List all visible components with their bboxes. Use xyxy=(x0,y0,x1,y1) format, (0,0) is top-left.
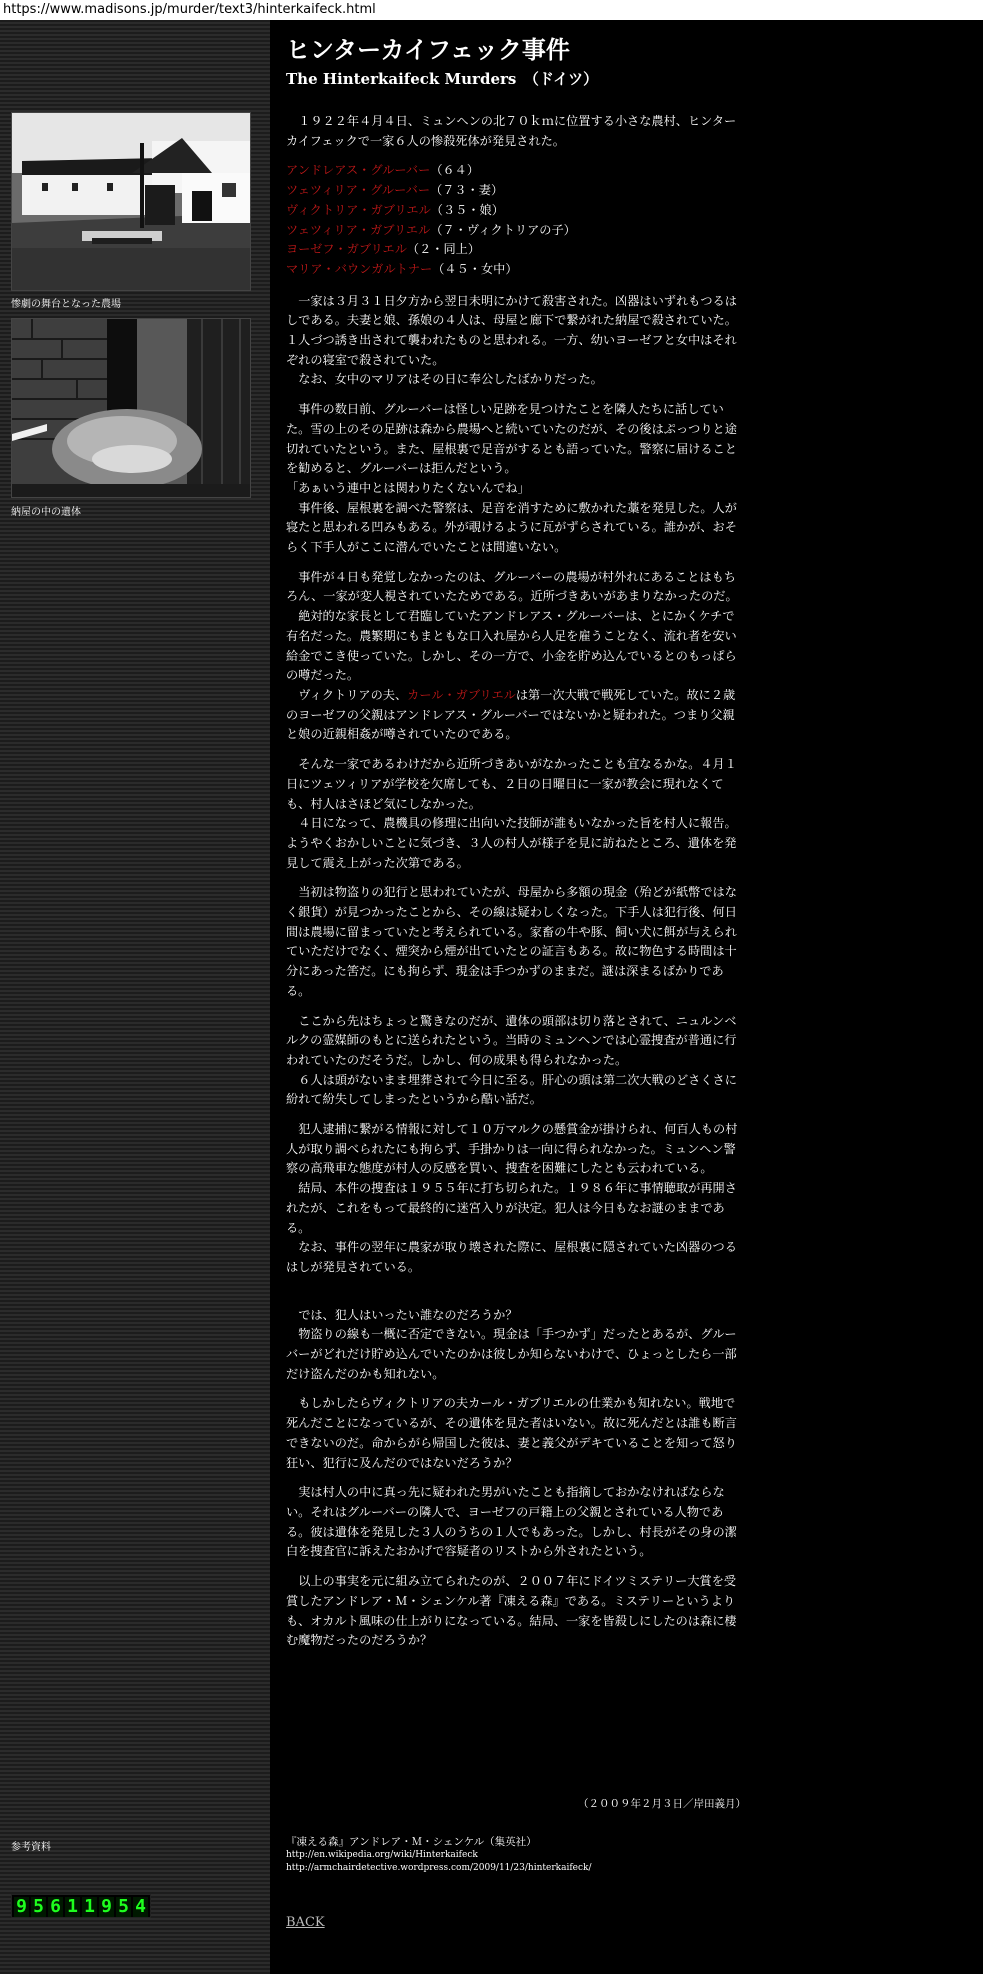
victim-item xyxy=(286,181,746,201)
barn-photo-caption: 納屋の中の遺体 xyxy=(11,507,81,518)
paragraph-line: では、犯人はいったい誰なのだろうか？ xyxy=(298,1307,518,1322)
barn-photo xyxy=(11,318,251,498)
paragraph-line: 物盗りの線も一概に否定できない。現金は「手つかず」だったとあるが、グルーバーがどれだけ貯め込んでいたのかは彼しか知らないわけで、ひょっとしたら一部だけ盗んだのかも知れない。 xyxy=(286,1327,737,1381)
article-paragraph xyxy=(286,883,746,1001)
victim-name: ヴィクトリア・ガブリエル xyxy=(286,202,431,217)
article-paragraphs xyxy=(286,292,746,1651)
karl-name: カール・ガブリエル xyxy=(407,687,516,702)
dateline: （２００９年２月３日／岸田義月） xyxy=(578,1798,746,1810)
article-paragraph xyxy=(286,1012,746,1111)
article-paragraph xyxy=(286,568,746,745)
counter-digit: 5 xyxy=(116,1897,131,1917)
reference-link[interactable]: http://armchairdetective.wordpress.com/2009/11/23/hinterkaifeck/ xyxy=(286,1863,592,1873)
paragraph-line: もしかしたらヴィクトリアの夫カール・ガブリエルの仕業かも知れない。戦地で死んだことになっているが、その遺体を見た者はいない。故に死んだとは誰も断言できないのだ。命からがら帰国した彼は、妻と義父がデキていることを知って怒り狂い、犯行に及んだのではないだろうか？ xyxy=(286,1396,737,1470)
paragraph-line: ここから先はちょっと驚きなのだが、遺体の頭部は切り落とされて、ニュルンベルクの霊媒師のもとに送られたという。当時のミュンヘンでは心霊捜査が普通に行われていたのだそうだ。しかし、何の成果も得られなかった。 xyxy=(286,1013,737,1067)
victim-detail: （６４） xyxy=(430,163,480,178)
victim-detail: （７３・妻） xyxy=(430,183,504,198)
paragraph-line: 実は村人の中に真っ先に疑われた男がいたことも指摘しておかなければならない。それはグルーバーの隣人で、ヨーゼフの戸籍上の父親とされている人物である。彼は遺体を発見した３人のうちの１人でもあった。しかし、村長がその身の潔白を捜査官に訴えたおかげで容疑者のリストから外されたという。 xyxy=(286,1485,737,1559)
page-subtitle: The Hinterkaifeck Murders （ドイツ） xyxy=(286,70,599,88)
page-title: ヒンターカイフェック事件 xyxy=(286,36,570,64)
article-paragraph xyxy=(286,755,746,873)
paragraph-line: 一家は３月３１日夕方から翌日未明にかけて殺害された。凶器はいずれもつるはしである。夫妻と娘、孫娘の４人は、母屋と廊下で繋がれた納屋で殺されていた。１人づつ誘き出されて襲われたものと思われる。一方、幼いヨーゼフと女中はそれぞれの寝室で殺されていた。 xyxy=(286,293,737,367)
article-paragraph xyxy=(286,1572,746,1651)
article-paragraph xyxy=(286,1483,746,1562)
counter-digit: 4 xyxy=(133,1897,148,1917)
victim-detail: （２・同上） xyxy=(406,242,481,257)
counter-digit: 6 xyxy=(48,1897,63,1917)
karl-before: ヴィクトリアの夫、 xyxy=(298,687,408,702)
victim-name: ツェツィリア・グルーバー xyxy=(286,183,431,198)
paragraph-line: 当初は物盗りの犯行と思われていたが、母屋から多額の現金（殆どが紙幣ではなく銀貨）が見つかったことから、その線は疑わしくなった。下手人は犯行後、何日間は農場に留まっていたと考えられている。家畜の牛や豚、飼い犬に餌が与えられていただけでなく、煙突から煙が出ていたとの証言もある。故に物色する時間は十分にあった筈だ。にも拘らず、現金は手つかずのままだ。謎は深まるばかりである。 xyxy=(286,885,737,998)
back-link[interactable]: BACK xyxy=(286,1915,325,1930)
victim-name: ツェツィリア・ガブリエル xyxy=(286,222,431,237)
paragraph-line: ６人は頭がないまま埋葬されて今日に至る。肝心の頭は第二次大戦のどさくさに紛れて紛失してしまったというから酷い話だ。 xyxy=(286,1072,737,1107)
paragraph-line: そんな一家であるわけだから近所づきあいがなかったことも宜なるかな。４月１日にツェツィリアが学校を欠席しても、２日の日曜日に一家が教会に現れなくても、村人はさほど気にしなかった。 xyxy=(286,757,737,811)
article-paragraph xyxy=(286,1394,746,1473)
paragraph-line: 絶対的な家長として君臨していたアンドレアス・グルーバーは、とにかくケチで有名だった。農繁期にもまともな口入れ屋から人足を雇うことなく、流れ者を安い給金でこき使っていた。しかし、その一方で、小金を貯め込んでいるとのもっぱらの噂だった。 xyxy=(286,609,737,683)
victim-list xyxy=(286,161,746,279)
victim-item xyxy=(286,260,746,280)
victim-item xyxy=(286,221,746,241)
victim-name: アンドレアス・グルーバー xyxy=(286,163,431,178)
victim-item xyxy=(286,240,746,260)
counter-digit: 1 xyxy=(82,1897,97,1917)
paragraph-line: 事件の数日前、グルーバーは怪しい足跡を見つけたことを隣人たちに話していた。雪の上のその足跡は森から農場へと続いていたのだが、その後はぷっつりと途切れていたという。また、屋根裏で足音がするとも語っていた。警察に届けることを勧めると、グルーバーは拒んだという。 xyxy=(286,402,737,476)
paragraph-line: 以上の事実を元に組み立てられたのが、２００７年にドイツミステリー大賞を受賞したアンドレア・Ｍ・シェンケル著『凍える森』である。ミステリーというよりも、オカルト風味の仕上がりになっている。結局、一家を皆殺しにしたのは森に棲む魔物だったのだろうか？ xyxy=(286,1574,737,1648)
article-paragraph xyxy=(286,1306,746,1385)
farm-photo xyxy=(11,112,251,291)
reference-book: 『凍える森』アンドレア・Ｍ・シェンケル（集英社） xyxy=(286,1836,537,1848)
counter-digit: 1 xyxy=(65,1897,80,1917)
victim-item xyxy=(286,201,746,221)
paragraph-line: なお、事件の翌年に農家が取り壊された際に、屋根裏に隠されていた凶器のつるはしが発見されている。 xyxy=(286,1240,737,1274)
paragraph-line: 「あぁいう連中とは関わりたくないんでね」 xyxy=(286,480,530,495)
victim-name: マリア・バウンガルトナー xyxy=(286,261,433,276)
article-paragraph xyxy=(286,400,746,558)
victim-detail: （７・ヴィクトリアの子） xyxy=(430,222,576,237)
references-label: 参考資料 xyxy=(11,1842,51,1853)
reference-link[interactable]: http://en.wikipedia.org/wiki/Hinterkaifeck xyxy=(286,1850,478,1860)
article-paragraph xyxy=(286,1120,746,1278)
karl-sentence xyxy=(286,686,746,745)
reference-list xyxy=(286,1836,592,1875)
counter-digit: 9 xyxy=(14,1897,29,1917)
article-paragraph xyxy=(286,292,746,391)
victim-detail: （４５・女中） xyxy=(432,261,518,276)
paragraph-line: 結局、本件の捜査は１９５５年に打ち切られた。１９８６年に事情聴取が再開されたが、これをもって最終的に迷宮入りが決定。犯人は今日もなお謎のままである。 xyxy=(286,1181,737,1235)
karl-after: は第一次大戦で戦死していた。故に２歳のヨーゼフの父親はアンドレアス・グルーバーではないかと疑われた。つまり父親と娘の近親相姦が噂されていたのである。 xyxy=(286,687,736,742)
paragraph-line: ４日になって、農機具の修理に出向いた技師が誰もいなかった旨を村人に報告。ようやくおかしいことに気づき、３人の村人が様子を見に訪ねたところ、遺体を発見して震え上がった次第である。 xyxy=(286,816,737,870)
paragraph-line: 事件後、屋根裏を調べた警察は、足音を消すために敷かれた藁を発見した。人が寝たと思われる凹みもある。外が覗けるように瓦がずらされている。誰かが、おそらく下手人がここに潜んでいたことは間違いない。 xyxy=(286,500,737,555)
paragraph-line: なお、女中のマリアはその日に奉公したばかりだった。 xyxy=(298,372,603,387)
victim-name: ヨーゼフ・ガブリエル xyxy=(286,242,407,257)
visitor-counter xyxy=(11,1894,151,1918)
counter-digit: 9 xyxy=(99,1897,114,1917)
victim-item xyxy=(286,161,746,181)
paragraph-line: 犯人逮捕に繋がる情報に対して１０万マルクの懸賞金が掛けられ、何百人もの村人が取り調べられたにも拘らず、手掛かりは一向に得られなかった。ミュンヘン警察の高飛車な態度が村人の反感を買い、捜査を困難にしたとも云われている。 xyxy=(286,1122,738,1176)
sidebar xyxy=(0,20,270,1974)
intro-paragraph: １９２２年４月４日、ミュンヘンの北７０ｋｍに位置する小さな農村、ヒンターカイフェックで一家６人の惨殺死体が発見された。 xyxy=(286,114,737,148)
farm-photo-caption: 惨劇の舞台となった農場 xyxy=(11,299,121,310)
victim-detail: （３５・娘） xyxy=(430,202,504,217)
paragraph-line: 事件が４日も発覚しなかったのは、グルーバーの農場が村外れにあることはもちろん、一家が変人視されていたためである。近所づきあいがあまりなかったのだ。 xyxy=(286,569,738,604)
counter-digit: 5 xyxy=(31,1897,46,1917)
main-content xyxy=(270,20,983,1974)
article-body xyxy=(286,112,746,1661)
address-bar[interactable]: https://www.madisons.jp/murder/text3/hinterkaifeck.html xyxy=(0,0,983,20)
